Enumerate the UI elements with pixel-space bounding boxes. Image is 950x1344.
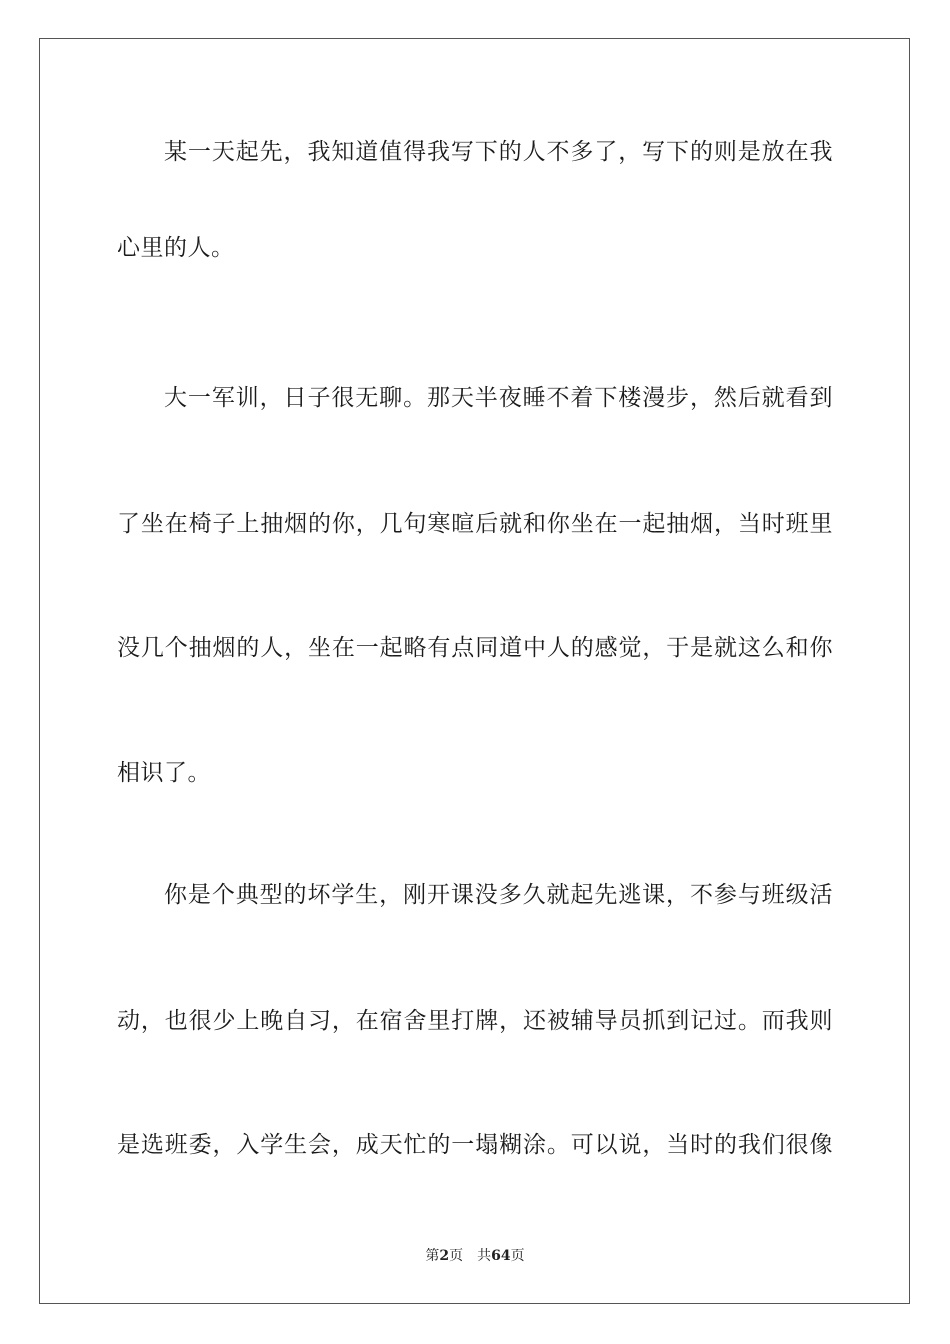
total-unit: 页 (510, 1248, 525, 1264)
paragraph-3-line-2: 动，也很少上晚自习，在宿舍里打牌，还被辅导员抓到记过。而我则 (117, 1008, 833, 1034)
paragraph-1-line-1: 某一天起先，我知道值得我写下的人不多了，写下的则是放在我 (164, 139, 833, 165)
page-number: 2 (439, 1248, 450, 1264)
paragraph-2-line-3: 没几个抽烟的人，坐在一起略有点同道中人的感觉，于是就这么和你 (117, 635, 833, 661)
paragraph-3-line-1: 你是个典型的坏学生，刚开课没多久就起先逃课，不参与班级活 (164, 882, 833, 908)
paragraph-2-line-2: 了坐在椅子上抽烟的你，几句寒暄后就和你坐在一起抽烟，当时班里 (117, 511, 833, 537)
paragraph-2-line-1: 大一军训，日子很无聊。那天半夜睡不着下楼漫步，然后就看到 (164, 385, 833, 411)
page-prefix: 第 (425, 1248, 440, 1264)
paragraph-1-line-2: 心里的人。 (117, 235, 235, 261)
total-pages: 64 (491, 1248, 511, 1264)
paragraph-3-line-3: 是选班委，入学生会，成天忙的一塌糊涂。可以说，当时的我们很像 (117, 1132, 833, 1158)
total-prefix: 共 (477, 1248, 492, 1264)
page-border (39, 38, 910, 1304)
page-unit: 页 (449, 1248, 464, 1264)
page-footer (0, 1246, 950, 1266)
paragraph-2-line-4: 相识了。 (117, 760, 211, 786)
